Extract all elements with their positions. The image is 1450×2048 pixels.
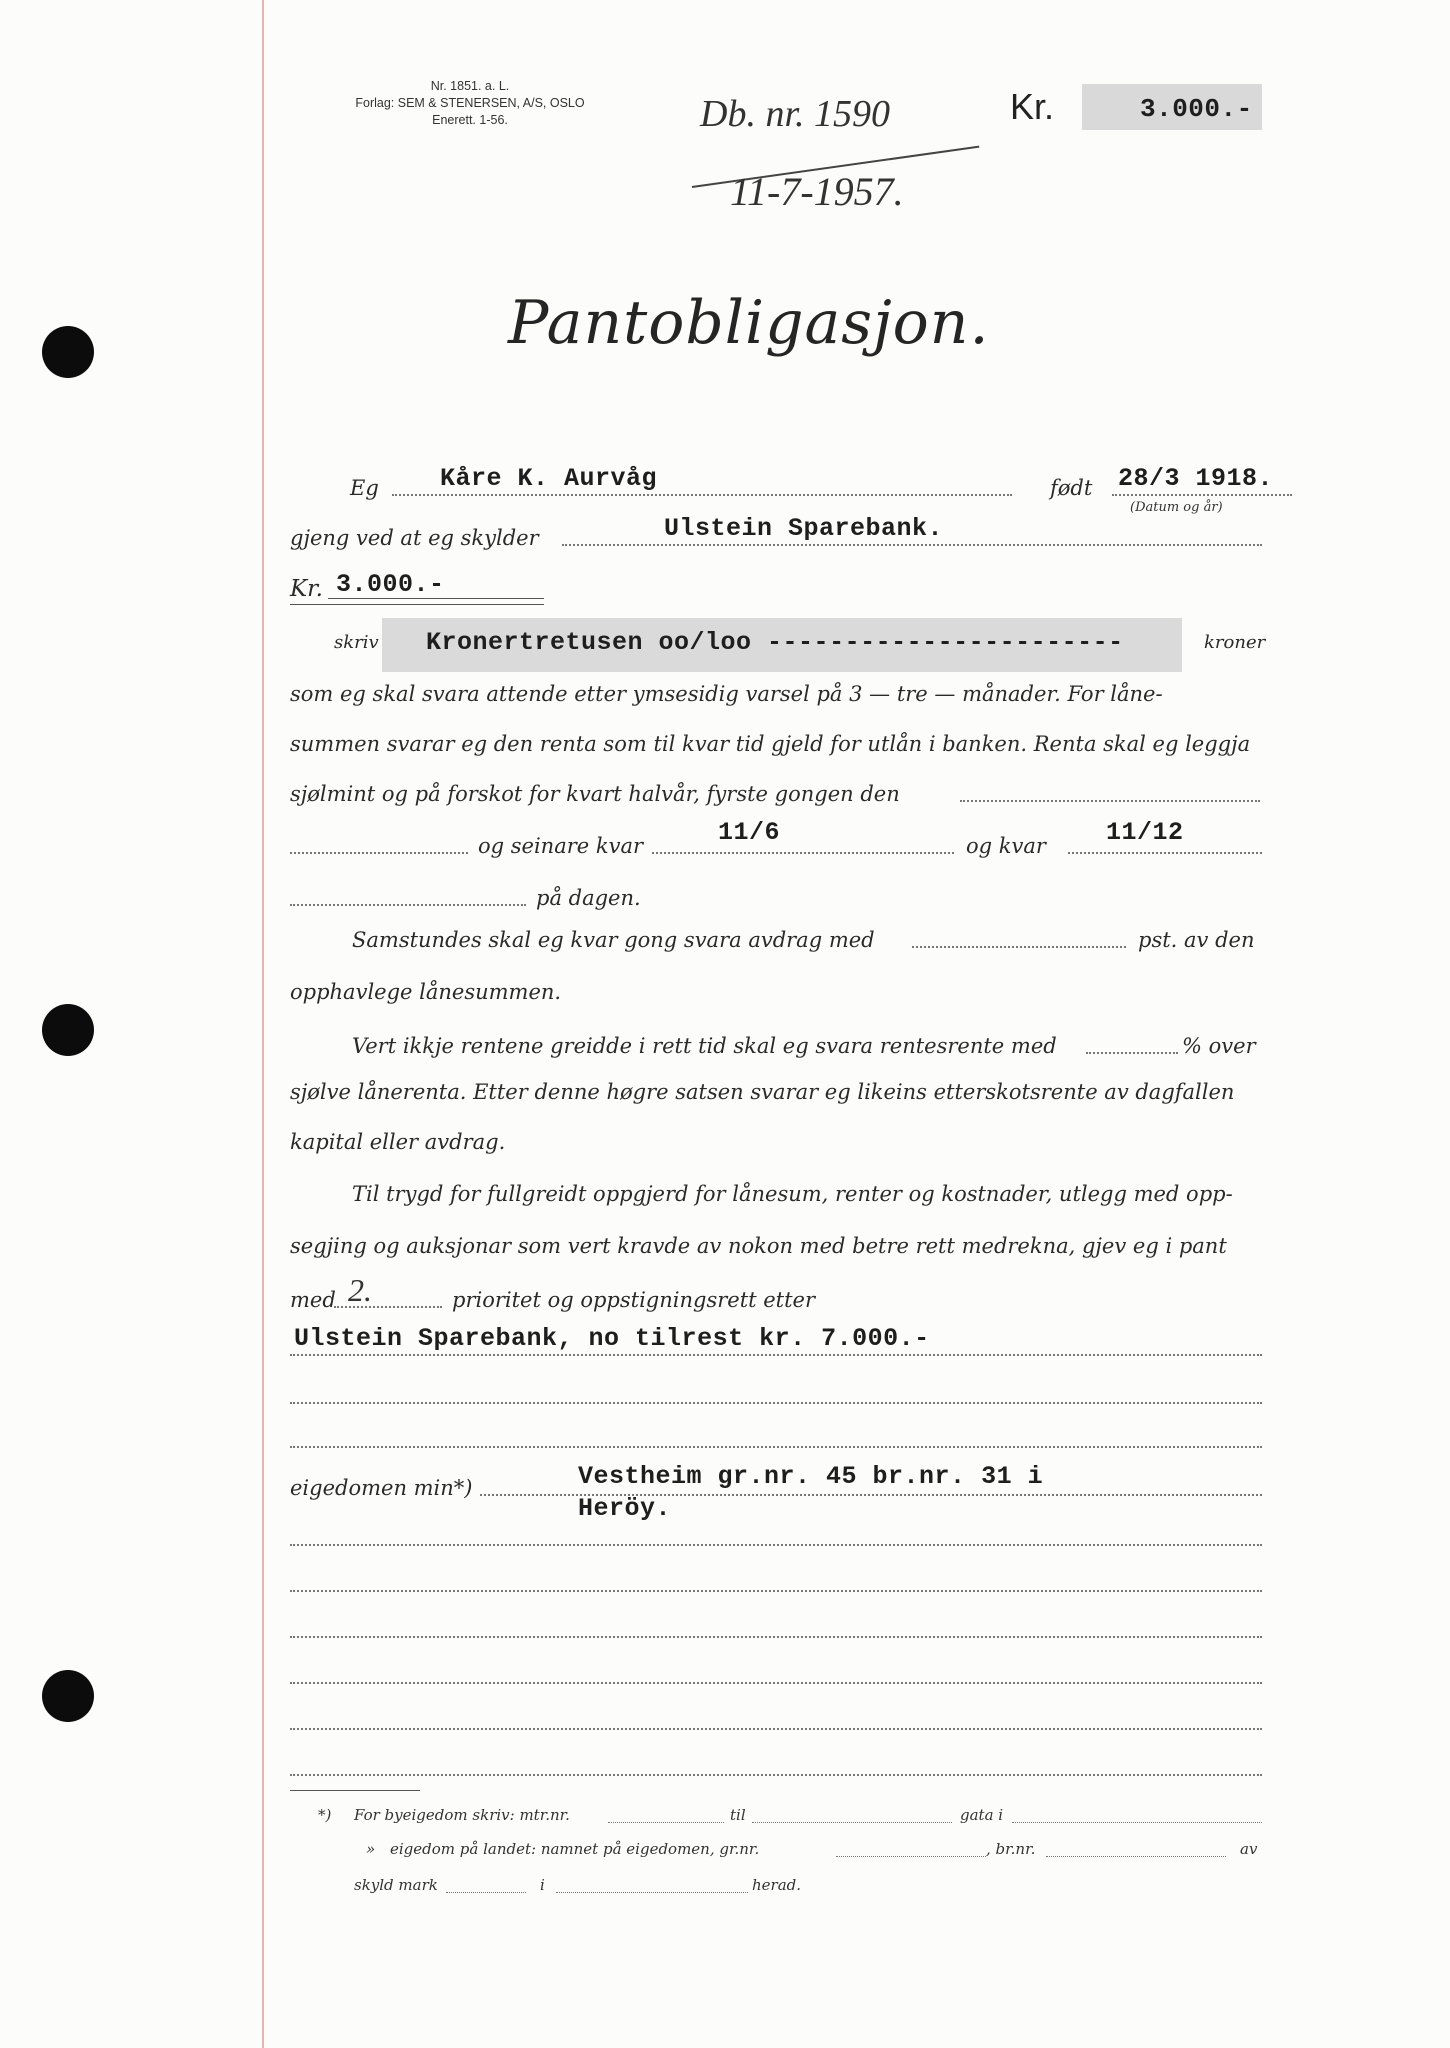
prioritet-label: prioritet og oppstigningsrett etter	[452, 1288, 816, 1312]
publisher-block	[300, 78, 640, 129]
opphav-text: opphavlege lånesummen.	[290, 980, 562, 1004]
publisher-forlag: Forlag: SEM & STENERSEN, A/S, OSLO	[355, 96, 585, 110]
property-line-extra-4	[290, 1682, 1262, 1684]
prior-line-3	[290, 1446, 1262, 1448]
prior-line-2	[290, 1402, 1262, 1404]
seinare-line	[652, 852, 954, 854]
publisher-number: Nr. 1851. a. L.	[430, 79, 510, 93]
handwritten-date: 11-7-1957.	[730, 169, 904, 214]
trygd-line-1: Til trygd for fullgreidt oppgjerd for lånesum, renter og kostnader, utlegg med opp-	[352, 1182, 1233, 1206]
pa-dagen: på dagen.	[536, 886, 641, 910]
footnote-line2-c: , br.nr.	[986, 1840, 1036, 1858]
kr-label-top: Kr.	[1010, 86, 1055, 127]
kr-amount-top: 3.000.-	[1140, 94, 1253, 124]
footnote-line3-a: skyld mark	[354, 1876, 438, 1894]
pst-label: pst. av den	[1138, 928, 1255, 952]
date-line-left	[290, 852, 468, 854]
document-title: Pantobligasjon.	[508, 288, 990, 358]
footnote-line2-a: »	[366, 1840, 376, 1858]
footnote-line1-dots-c	[1012, 1822, 1262, 1823]
amount-rule-2	[290, 604, 544, 605]
skriv-label: skriv	[334, 632, 379, 653]
property-line-extra-5	[290, 1728, 1262, 1730]
footnote-line2-b: eigedom på landet: namnet på eigedomen, gr.nr.	[390, 1840, 760, 1858]
publisher-enerett: Enerett. 1-56.	[432, 113, 508, 127]
seinare-value: 11/6	[718, 818, 781, 847]
footnote-line1-b: til	[730, 1806, 746, 1824]
eg-line	[392, 494, 1012, 496]
birth-date: 28/3 1918.	[1118, 464, 1274, 493]
footnote-line2-dots-b	[1046, 1856, 1226, 1857]
footnote-line3-dots-a	[446, 1892, 526, 1893]
footnote-line2-dots-a	[836, 1856, 986, 1857]
amount-label: Kr.	[290, 576, 323, 602]
priority-value: 2.	[348, 1272, 372, 1308]
med-label: med	[290, 1288, 336, 1312]
kroner-label: kroner	[1204, 632, 1266, 653]
prior-line-1	[290, 1354, 1262, 1356]
footnote-line3-b: i	[540, 1876, 545, 1894]
avdrag-line	[912, 946, 1126, 948]
punch-hole	[42, 326, 94, 378]
footnote-line1-dots-b	[752, 1822, 952, 1823]
fodt-line	[1112, 494, 1292, 496]
property-line-1: Vestheim gr.nr. 45 br.nr. 31 i	[578, 1462, 1044, 1491]
property-line-2: Heröy.	[578, 1494, 672, 1523]
amount-rule	[328, 598, 544, 599]
body-line-1: som eg skal svara attende etter ymsesidig varsel på 3 — tre — månader. For låne-	[290, 682, 1163, 706]
trygd-line-2: segjing og auksjonar som vert kravde av nokon med betre rett medrekna, gjev eg i pant	[290, 1234, 1227, 1258]
footnote-line1-a: For byeigedom skriv: mtr.nr.	[354, 1806, 570, 1824]
pa-dagen-line	[290, 904, 526, 906]
amount-value: 3.000.-	[336, 570, 445, 599]
fodt-label: født	[1050, 476, 1093, 500]
creditor-label: gjeng ved at eg skylder	[290, 526, 539, 550]
property-line-extra-6	[290, 1774, 1262, 1776]
body-line-3: sjølmint og på forskot for kvart halvår, fyrste gongen den	[290, 782, 900, 806]
eigedom-label: eigedomen min*)	[290, 1476, 473, 1500]
footnote-star: *)	[318, 1806, 332, 1824]
seinare-label: og seinare kvar	[478, 834, 644, 858]
handwritten-registration: Db. nr. 1590	[700, 93, 891, 135]
footnote-rule	[290, 1790, 420, 1791]
rente-over: % over	[1182, 1034, 1256, 1058]
property-line-extra-3	[290, 1636, 1262, 1638]
rente-line	[1086, 1052, 1178, 1054]
fyrste-gongen-line	[960, 800, 1260, 802]
property-line-extra-2	[290, 1590, 1262, 1592]
rente-label: Vert ikkje rentene greidde i rett tid skal eg svara rentesrente med	[352, 1034, 1057, 1058]
avdrag-label: Samstundes skal eg kvar gong svara avdrag med	[352, 928, 875, 952]
creditor-name: Ulstein Sparebank.	[664, 514, 944, 543]
og-kvar-value: 11/12	[1106, 818, 1184, 847]
prior-creditor: Ulstein Sparebank, no tilrest kr. 7.000.-	[294, 1324, 930, 1353]
footnote-line1-dots-a	[608, 1822, 724, 1823]
kapital-text: kapital eller avdrag.	[290, 1130, 506, 1154]
debtor-name: Kåre K. Aurvåg	[440, 464, 658, 493]
og-kvar-label: og kvar	[966, 834, 1046, 858]
footnote-line3-dots-b	[556, 1892, 748, 1893]
punch-hole	[42, 1670, 94, 1722]
footnote-line2-d: av	[1240, 1840, 1258, 1858]
eg-label: Eg	[350, 476, 379, 500]
datum-hint: (Datum og år)	[1130, 500, 1223, 515]
footnote-line1-c: gata i	[960, 1806, 1004, 1824]
creditor-line	[562, 544, 1262, 546]
og-kvar-line	[1068, 852, 1262, 854]
footnote-line3-c: herad.	[752, 1876, 802, 1894]
body-line-2: summen svarar eg den renta som til kvar tid gjeld for utlån i banken. Renta skal eg leggja	[290, 732, 1251, 756]
margin-line	[262, 0, 264, 2048]
punch-hole	[42, 1004, 94, 1056]
laanerenta-text: sjølve lånerenta. Etter denne høgre satsen svarar eg likeins etterskotsrente av dagfallen	[290, 1080, 1235, 1104]
amount-words: Kronertretusen oo/loo -----------------------	[426, 628, 1124, 657]
property-line-extra-1	[290, 1544, 1262, 1546]
